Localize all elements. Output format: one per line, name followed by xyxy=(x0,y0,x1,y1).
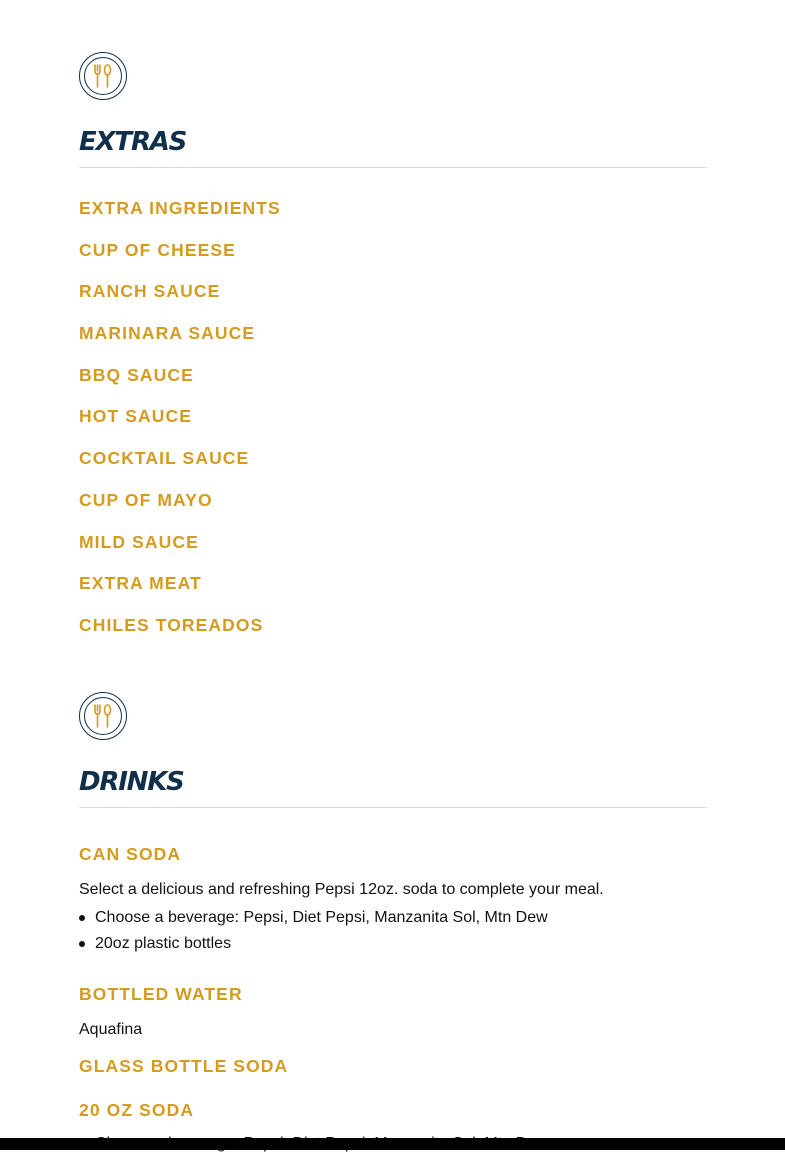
option-bullet xyxy=(79,905,548,931)
menu-item-bbq-sauce[interactable] xyxy=(79,363,707,405)
menu-item-name[interactable]: BOTTLED WATER xyxy=(79,984,243,1004)
extras-list xyxy=(79,196,707,655)
bottom-bar xyxy=(0,1138,785,1150)
menu-item-name[interactable]: HOT SAUCE xyxy=(79,406,192,427)
menu-item-name[interactable]: CHILES TOREADOS xyxy=(79,614,264,635)
drinks-title: DRINKS xyxy=(79,767,184,797)
menu-item-bottled-water[interactable] xyxy=(79,982,243,1006)
menu-item-extra-meat[interactable] xyxy=(79,571,707,613)
fork-and-spoon-icon xyxy=(79,52,127,100)
option-text: 20oz plastic bottles xyxy=(95,935,232,952)
menu-item-cup-of-mayo[interactable] xyxy=(79,488,707,530)
menu-item-chiles-toreados[interactable] xyxy=(79,613,707,655)
option-text: Choose a beverage: Pepsi, Diet Pepsi, Manzanita Sol, Mtn Dew xyxy=(95,909,548,926)
menu-item-hot-sauce[interactable] xyxy=(79,404,707,446)
extras-divider xyxy=(79,167,707,168)
menu-item-name[interactable]: CUP OF CHEESE xyxy=(79,239,236,260)
menu-item-extra-ingredients[interactable] xyxy=(79,196,707,238)
option-bullet xyxy=(79,931,548,957)
menu-item-mild-sauce[interactable] xyxy=(79,530,707,572)
menu-item-name[interactable]: COCKTAIL SAUCE xyxy=(79,448,250,469)
menu-item-name[interactable]: EXTRA INGREDIENTS xyxy=(79,198,281,218)
menu-item-ranch-sauce[interactable] xyxy=(79,279,707,321)
menu-item-name[interactable]: EXTRA MEAT xyxy=(79,573,202,594)
fork-and-spoon-icon xyxy=(79,692,127,740)
menu-item-description: Select a delicious and refreshing Pepsi 12oz. soda to complete your meal. xyxy=(79,881,604,898)
menu-item-name[interactable]: MILD SAUCE xyxy=(79,531,199,552)
menu-item-name[interactable]: RANCH SAUCE xyxy=(79,281,221,302)
menu-item-name[interactable]: MARINARA SAUCE xyxy=(79,323,256,344)
menu-item-description: Aquafina xyxy=(79,1021,143,1038)
menu-item-cup-of-cheese[interactable] xyxy=(79,238,707,280)
drinks-divider xyxy=(79,807,707,808)
bullet-dot xyxy=(79,915,85,921)
menu-item-name[interactable]: 20 OZ SODA xyxy=(79,1100,195,1120)
menu-item-20-oz-soda[interactable] xyxy=(79,1098,194,1122)
extras-title: EXTRAS xyxy=(79,127,187,157)
menu-item-cocktail-sauce[interactable] xyxy=(79,446,707,488)
menu-item-name[interactable]: CUP OF MAYO xyxy=(79,489,213,510)
menu-item-glass-bottle-soda[interactable] xyxy=(79,1054,288,1078)
menu-item-name[interactable]: BBQ SAUCE xyxy=(79,364,194,385)
menu-item-name[interactable]: GLASS BOTTLE SODA xyxy=(79,1056,289,1076)
menu-item-name[interactable]: CAN SODA xyxy=(79,844,182,864)
menu-item-marinara-sauce[interactable] xyxy=(79,321,707,363)
menu-item-can-soda[interactable] xyxy=(79,842,181,866)
can-soda-options xyxy=(79,905,548,957)
drinks-section xyxy=(79,692,707,1120)
bullet-dot xyxy=(79,941,85,947)
extras-section xyxy=(79,52,707,655)
